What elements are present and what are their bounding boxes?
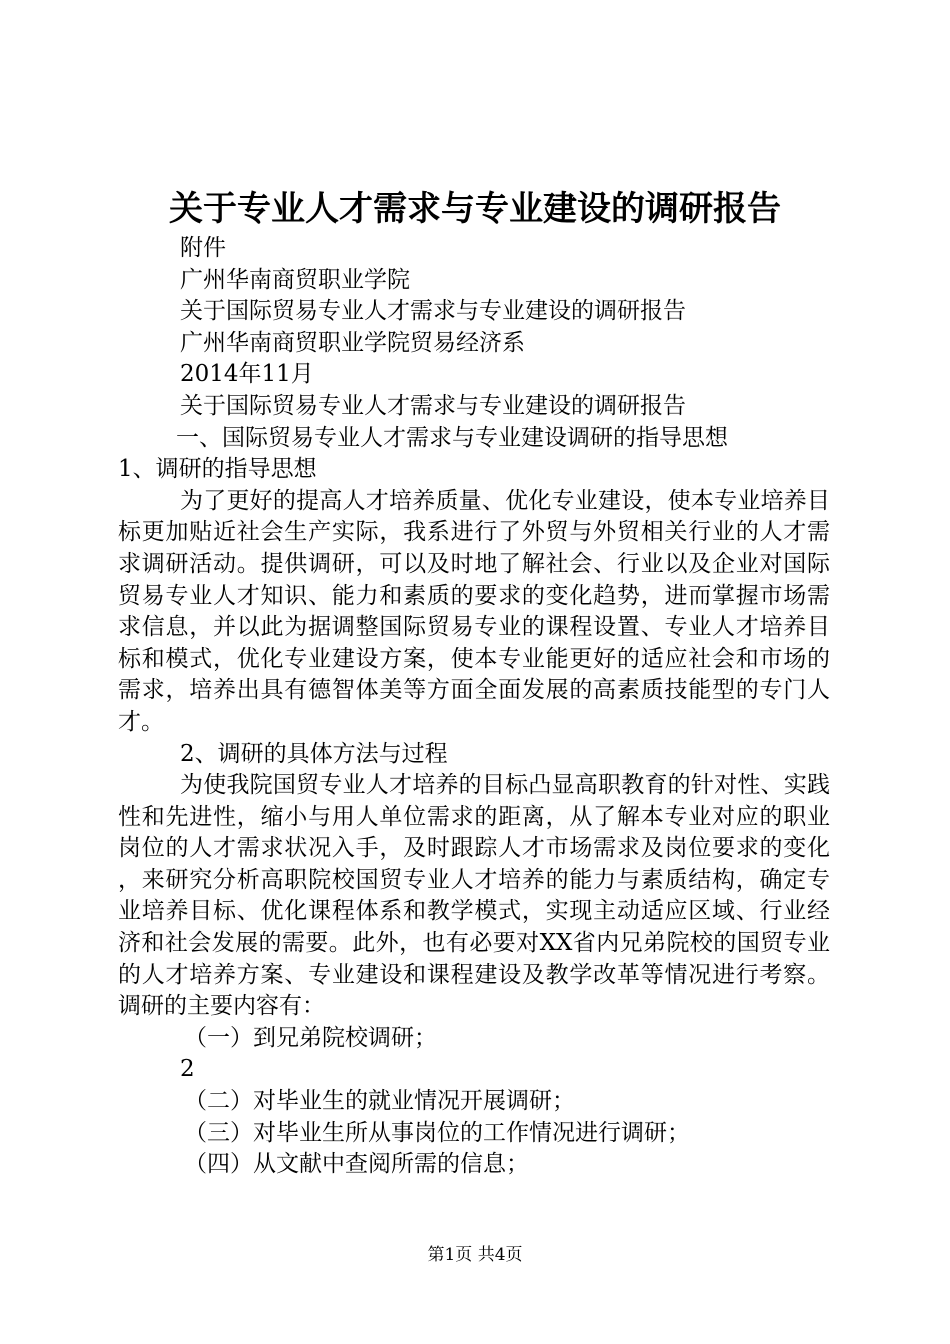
list-item-3: （三）对毕业生所从事岗位的工作情况进行调研；: [184, 1119, 690, 1146]
document-title: 关于专业人才需求与专业建设的调研报告: [169, 189, 781, 229]
report-date: 2014年11月: [180, 361, 314, 388]
list-item-4: （四）从文献中查阅所需的信息；: [184, 1151, 529, 1178]
subsection-heading-2: 2、调研的具体方法与过程: [180, 740, 448, 767]
list-item-1: （一）到兄弟院校调研；: [184, 1024, 437, 1051]
section-heading-1: 一、国际贸易专业人才需求与专业建设调研的指导思想: [176, 424, 728, 451]
report-title-line-2: 关于国际贸易专业人才需求与专业建设的调研报告: [180, 392, 686, 419]
attachment-label: 附件: [180, 235, 226, 261]
report-title-line-1: 关于国际贸易专业人才需求与专业建设的调研报告: [180, 298, 686, 325]
page-footer: 第1页 共4页: [427, 1245, 523, 1265]
document-body: [118, 233, 830, 1181]
school-name: 广州华南商贸职业学院: [180, 266, 410, 293]
paragraph-2: 为使我院国贸专业人才培养的目标凸显高职教育的针对性、实践性和先进性，缩小与用人单位需求的距离，从了解本专业对应的职业岗位的人才需求状况入手，及时跟踪人才市场需求及岗位要求的变化，来研究分析高职院校国贸专业人才培养的能力与素质结构，确定专业培养目标、优化课程体系和教学模式，实现主动适应区域、行业经济和社会发展的需要。此外，也有必要对XX省内兄弟院校的国贸专业的人才培养方案、专业建设和课程建设及教学改革等情况进行考察。调研的主要内容有：: [118, 772, 830, 1020]
subsection-heading-1: 1、调研的指导思想: [118, 456, 317, 483]
paragraph-1: 为了更好的提高人才培养质量、优化专业建设，使本专业培养目标更加贴近社会生产实际，我系进行了外贸与外贸相关行业的人才需求调研活动。提供调研，可以及时地了解社会、行业以及企业对国际贸易专业人才知识、能力和素质的要求的变化趋势，进而掌握市场需求信息，并以此为据调整国际贸易专业的课程设置、专业人才培养目标和模式，优化专业建设方案，使本专业能更好的适应社会和市场的需求，培养出具有德智体美等方面全面发展的高素质技能型的专门人才。: [118, 487, 830, 735]
department-name: 广州华南商贸职业学院贸易经济系: [180, 329, 525, 356]
stray-number: 2: [180, 1056, 195, 1083]
list-item-2: （二）对毕业生的就业情况开展调研；: [184, 1088, 575, 1115]
